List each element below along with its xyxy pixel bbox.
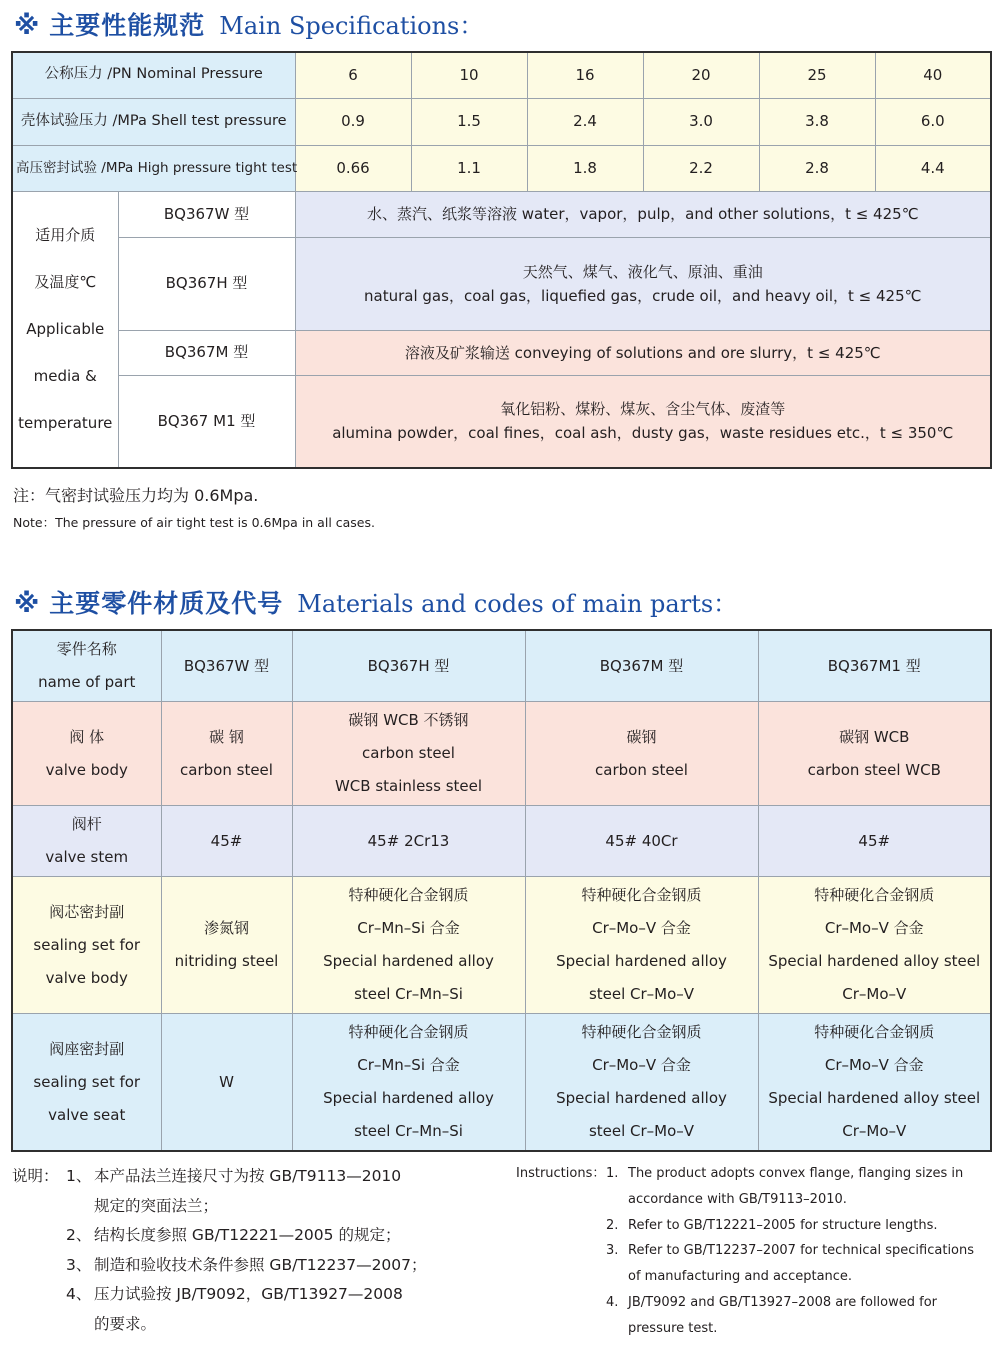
media-label-line: temperature	[18, 413, 113, 432]
spec-row-label: 高压密封试验 /MPa High pressure tight test	[12, 145, 295, 191]
material-cell	[525, 702, 758, 806]
instruction-zh-label	[12, 1280, 66, 1310]
media-label-cell	[12, 191, 118, 468]
media-label-line: Applicable	[26, 319, 105, 338]
instruction-zh-row	[12, 1251, 427, 1281]
instruction-zh-row	[12, 1162, 427, 1192]
part-name-line: valve body	[45, 760, 128, 779]
spec-value-cell: 20	[643, 52, 759, 98]
instruction-zh-text: 结构长度参照 GB/T12221—2005 的规定；	[94, 1226, 401, 1244]
spec-value-cell: 25	[759, 52, 875, 98]
material-cell	[161, 877, 292, 1014]
material-line: Special hardened alloy	[556, 1089, 727, 1107]
material-line: 特种硬化合金钢质	[348, 886, 469, 904]
part-name-line: sealing set for	[33, 935, 141, 954]
materials-row	[12, 806, 991, 877]
spec-row	[12, 52, 991, 98]
media-desc-line: 天然气、煤气、液化气、原油、重油	[522, 262, 763, 281]
instruction-en-text: Refer to GB/T12237–2007 for technical specifications	[628, 1243, 975, 1259]
spec-value-cell: 6	[295, 52, 411, 98]
media-desc-cell	[295, 191, 991, 237]
material-line: Cr–Mn–Si 合金	[357, 919, 460, 937]
media-row	[12, 237, 991, 330]
instruction-en-number: 2.	[606, 1217, 619, 1233]
part-name-line: sealing set for	[33, 1072, 141, 1091]
material-line: 特种硬化合金钢质	[581, 886, 702, 904]
material-line: Special hardened alloy	[323, 1089, 494, 1107]
instruction-zh-number	[66, 1192, 94, 1222]
media-model-cell: BQ367W 型	[118, 191, 295, 237]
instruction-zh-label: 说明：	[12, 1167, 59, 1185]
model-header: BQ367M1 型	[758, 630, 991, 702]
instruction-en-row	[516, 1264, 974, 1290]
materials-row	[12, 1014, 991, 1152]
material-cell	[758, 1014, 991, 1152]
material-line: carbon steel	[362, 744, 455, 762]
media-desc-cell	[295, 330, 991, 375]
spec-title-en: Main Specifications：	[219, 12, 484, 40]
material-line: 特种硬化合金钢质	[814, 1023, 935, 1041]
instruction-en-number	[606, 1264, 628, 1290]
instruction-zh-row	[12, 1310, 427, 1340]
instruction-zh-text: 压力试验按 JB/T9092，GB/T13927—2008	[94, 1285, 403, 1303]
instruction-en-row	[516, 1213, 974, 1239]
material-line: nitriding steel	[174, 952, 279, 970]
part-name-line: valve stem	[45, 848, 129, 866]
note-en: Note：The pressure of air tight test is 0.6Mpa in all cases.	[13, 515, 375, 530]
spec-value-cell: 16	[527, 52, 643, 98]
model-header: BQ367M 型	[525, 630, 758, 702]
material-line: 特种硬化合金钢质	[581, 1023, 702, 1041]
material-line: WCB stainless steel	[334, 777, 483, 795]
material-cell	[161, 1014, 292, 1152]
spec-value-cell: 6.0	[875, 98, 991, 145]
media-desc-cell	[295, 237, 991, 330]
part-name-line: valve seat	[48, 1105, 126, 1124]
material-line: Special hardened alloy steel	[768, 952, 981, 970]
materials-header-row	[12, 630, 991, 702]
instruction-en-label	[516, 1238, 606, 1264]
instruction-en-number: 4.	[606, 1294, 619, 1310]
material-cell	[758, 702, 991, 806]
media-desc-line: 溶液及矿浆输送 conveying of solutions and ore slurry，t ≤ 425℃	[404, 343, 881, 362]
materials-table	[11, 629, 992, 1152]
material-line: Special hardened alloy	[323, 952, 494, 970]
part-name-line: valve body	[45, 968, 128, 987]
materials-row	[12, 877, 991, 1014]
media-label-line: 适用介质	[35, 225, 96, 244]
part-name-header-line: 零件名称	[56, 640, 117, 658]
spec-value-cell: 2.8	[759, 145, 875, 191]
spec-row	[12, 98, 991, 145]
spec-value-cell: 4.4	[875, 145, 991, 191]
instructions-zh	[12, 1162, 427, 1339]
media-label-line: media &	[33, 366, 97, 385]
instruction-zh-label	[12, 1251, 66, 1281]
material-line: 碳 钢	[209, 727, 244, 746]
instructions-en	[516, 1161, 974, 1342]
materials-title-en: Materials and codes of main parts：	[297, 590, 738, 618]
instruction-zh-row	[12, 1221, 427, 1251]
instruction-en-row	[516, 1290, 974, 1316]
material-cell	[292, 1014, 525, 1152]
material-cell	[292, 702, 525, 806]
reference-mark-icon: ※	[14, 11, 40, 41]
media-desc-line: natural gas，coal gas，liquefied gas，crude oil，and heavy oil，t ≤ 425℃	[364, 286, 922, 305]
instruction-en-number: 1.	[606, 1166, 619, 1181]
instruction-zh-row	[12, 1280, 427, 1310]
material-cell	[292, 806, 525, 877]
spec-value-cell: 10	[411, 52, 527, 98]
material-line: carbon steel	[595, 760, 688, 779]
spec-value-cell: 2.2	[643, 145, 759, 191]
reference-mark-icon: ※	[14, 589, 40, 619]
instruction-zh-number: 3、	[66, 1255, 92, 1274]
material-line: 45# 40Cr	[605, 831, 678, 850]
instruction-en-label	[516, 1290, 606, 1316]
media-row	[12, 375, 991, 468]
material-line: Cr–Mn–Si 合金	[357, 1056, 460, 1074]
part-name-cell	[12, 1014, 161, 1152]
material-line: 45#	[210, 831, 243, 850]
instruction-en-row	[516, 1161, 974, 1187]
instruction-en-row	[516, 1238, 974, 1264]
materials-row	[12, 702, 991, 806]
spec-value-cell: 1.5	[411, 98, 527, 145]
material-cell	[161, 806, 292, 877]
spec-row-label: 公称压力 /PN Nominal Pressure	[12, 52, 295, 98]
model-header: BQ367H 型	[292, 630, 525, 702]
materials-title-zh: 主要零件材质及代号	[49, 589, 284, 618]
material-line: Cr–Mo–V	[842, 1122, 907, 1140]
material-cell	[525, 877, 758, 1014]
part-name-line: 阀芯密封副	[49, 902, 125, 921]
material-line: 特种硬化合金钢质	[348, 1023, 469, 1041]
material-line: 渗氮钢	[203, 919, 249, 937]
material-line: Special hardened alloy	[556, 952, 727, 970]
instruction-en-label	[516, 1316, 606, 1342]
spec-value-cell: 1.1	[411, 145, 527, 191]
material-line: W	[219, 1072, 234, 1091]
material-line: steel Cr–Mn–Si	[354, 985, 463, 1003]
instruction-en-number	[606, 1316, 628, 1342]
part-name-line: 阀杆	[71, 815, 102, 833]
instruction-zh-text: 本产品法兰连接尺寸为按 GB/T9113—2010	[94, 1167, 402, 1185]
material-line: Cr–Mo–V 合金	[824, 919, 924, 937]
material-line: carbon steel WCB	[807, 760, 941, 779]
instruction-en-text: accordance with GB/T9113–2010.	[628, 1191, 847, 1207]
material-line: Special hardened alloy steel	[768, 1089, 981, 1107]
part-name-header	[12, 630, 161, 702]
instruction-zh-row	[12, 1192, 427, 1222]
media-desc-line: 氧化铝粉、煤粉、煤灰、含尘气体、废渣等	[500, 400, 786, 419]
spec-value-cell: 3.8	[759, 98, 875, 145]
material-cell	[758, 806, 991, 877]
instruction-zh-label	[12, 1192, 66, 1222]
material-line: 碳钢 WCB	[839, 727, 910, 746]
media-desc-cell	[295, 375, 991, 468]
instruction-en-text: Refer to GB/T12221–2005 for structure lengths.	[628, 1217, 938, 1233]
part-name-line: 阀 体	[69, 727, 105, 746]
material-line: 45# 2Cr13	[367, 831, 450, 850]
instruction-en-text: pressure test.	[628, 1320, 718, 1336]
material-cell	[161, 702, 292, 806]
material-cell	[758, 877, 991, 1014]
spec-value-cell: 1.8	[527, 145, 643, 191]
instruction-zh-label	[12, 1310, 66, 1340]
spec-title-zh: 主要性能规范	[49, 11, 206, 40]
instruction-zh-label	[12, 1221, 66, 1251]
spec-value-cell: 0.66	[295, 145, 411, 191]
material-line: Cr–Mo–V 合金	[824, 1056, 924, 1074]
media-label-line: 及温度℃	[34, 272, 97, 291]
instruction-en-number: 3.	[606, 1243, 619, 1259]
media-row	[12, 191, 991, 237]
spec-value-cell: 2.4	[527, 98, 643, 145]
instruction-zh-text: 的要求。	[94, 1314, 157, 1333]
instruction-en-row	[516, 1316, 974, 1342]
instruction-zh-number: 1、	[66, 1167, 92, 1185]
spec-row-label: 壳体试验压力 /MPa Shell test pressure	[12, 98, 295, 145]
media-model-cell: BQ367 M1 型	[118, 375, 295, 468]
material-line: 特种硬化合金钢质	[814, 886, 935, 904]
note-zh: 注：气密封试验压力均为 0.6Mpa.	[13, 486, 259, 505]
material-line: steel Cr–Mo–V	[588, 1122, 695, 1140]
part-name-header-line: name of part	[38, 673, 136, 691]
instruction-zh-number	[66, 1310, 94, 1340]
material-line: 碳钢	[626, 727, 657, 746]
media-desc-line: alumina powder，coal fines，coal ash，dusty gas，waste residues etc.，t ≤ 350℃	[332, 424, 954, 443]
material-cell	[525, 806, 758, 877]
instruction-en-text: JB/T9092 and GB/T13927–2008 are followed for	[628, 1294, 938, 1310]
media-row	[12, 330, 991, 375]
spec-value-cell: 0.9	[295, 98, 411, 145]
material-line: steel Cr–Mn–Si	[354, 1122, 463, 1140]
materials-section-title	[14, 584, 737, 620]
spec-value-cell: 3.0	[643, 98, 759, 145]
instruction-en-label	[516, 1264, 606, 1290]
material-line: steel Cr–Mo–V	[588, 985, 695, 1003]
instruction-zh-text: 规定的突面法兰；	[94, 1196, 219, 1215]
media-model-cell: BQ367H 型	[118, 237, 295, 330]
instruction-zh-number: 2、	[66, 1226, 92, 1244]
media-model-cell: BQ367M 型	[118, 330, 295, 375]
material-cell	[525, 1014, 758, 1152]
spec-value-cell: 40	[875, 52, 991, 98]
material-line: Cr–Mo–V	[842, 985, 907, 1003]
instruction-en-text: of manufacturing and acceptance.	[628, 1269, 853, 1285]
material-line: carbon steel	[180, 760, 273, 779]
spec-row	[12, 145, 991, 191]
instruction-zh-text: 制造和验收技术条件参照 GB/T12237—2007；	[94, 1255, 427, 1274]
spec-table	[11, 51, 992, 469]
instruction-en-label: Instructions：	[516, 1166, 606, 1181]
part-name-line: 阀座密封副	[49, 1039, 125, 1058]
instruction-en-text: The product adopts convex flange, flanging sizes in	[628, 1166, 964, 1181]
model-header: BQ367W 型	[161, 630, 292, 702]
material-line: 碳钢 WCB 不锈钢	[348, 711, 469, 729]
part-name-cell	[12, 877, 161, 1014]
instruction-en-number	[606, 1187, 628, 1213]
material-line: Cr–Mo–V 合金	[592, 1056, 691, 1074]
media-desc-line: 水、蒸汽、纸浆等溶液 water，vapor，pulp，and other solutions，t ≤ 425℃	[366, 205, 919, 223]
instruction-en-label	[516, 1187, 606, 1213]
material-line: 45#	[858, 831, 891, 850]
part-name-cell	[12, 702, 161, 806]
material-line: Cr–Mo–V 合金	[592, 919, 691, 937]
instruction-en-row	[516, 1187, 974, 1213]
spec-section-title	[14, 6, 483, 42]
instruction-en-label	[516, 1213, 606, 1239]
instruction-zh-number: 4、	[66, 1285, 92, 1303]
part-name-cell	[12, 806, 161, 877]
material-cell	[292, 877, 525, 1014]
